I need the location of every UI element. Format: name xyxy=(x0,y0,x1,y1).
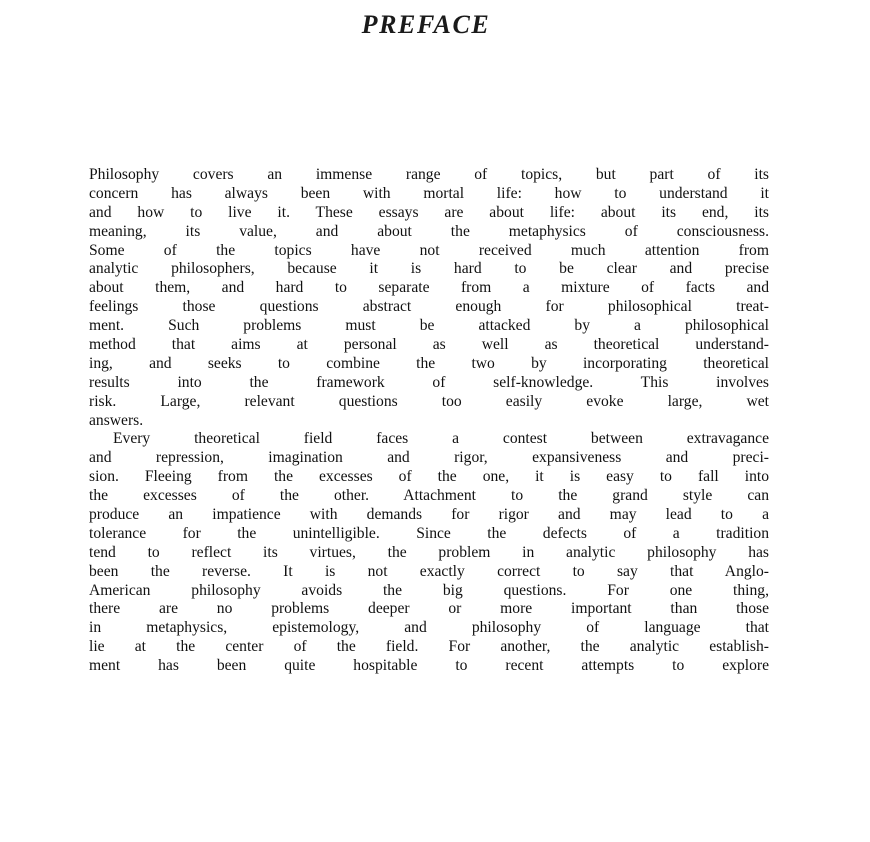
paragraph-1 xyxy=(89,166,769,430)
preface-body xyxy=(89,166,769,676)
text-line: and repression, imagination and rigor, expansiveness and preci- xyxy=(89,449,769,467)
text-line: risk. Large, relevant questions too easily evoke large, wet xyxy=(89,392,769,410)
text-line: Philosophy covers an immense range of topics, but part of its xyxy=(89,166,769,183)
text-line: ing, and seeks to combine the two by incorporating theoretical xyxy=(89,354,769,372)
text-line: method that aims at personal as well as theoretical understand- xyxy=(89,336,769,354)
text-line: been the reverse. It is not exactly correct to say that Anglo- xyxy=(89,562,769,580)
text-line: about them, and hard to separate from a mixture of facts and xyxy=(89,279,769,297)
text-line: concern has always been with mortal life: how to understand it xyxy=(89,184,769,202)
text-line: answers. xyxy=(89,411,144,429)
text-line: lie at the center of the field. For another, the analytic establish- xyxy=(89,638,769,656)
text-line: the excesses of the other. Attachment to the grand style can xyxy=(89,487,769,505)
text-line: results into the framework of self-knowledge. This involves xyxy=(89,373,769,391)
text-line: ment. Such problems must be attacked by a philosophical xyxy=(89,317,769,335)
text-line: produce an impatience with demands for rigor and may lead to a xyxy=(89,506,769,524)
text-line: tolerance for the unintelligible. Since the defects of a tradition xyxy=(89,524,769,542)
text-line: tend to reflect its virtues, the problem in analytic philosophy has xyxy=(89,543,769,561)
text-line: and how to live it. These essays are about life: about its end, its xyxy=(89,203,769,221)
text-line: Some of the topics have not received much attention from xyxy=(89,241,769,259)
text-line: American philosophy avoids the big questions. For one thing, xyxy=(89,581,769,599)
text-line: there are no problems deeper or more important than those xyxy=(89,600,769,618)
text-line: in metaphysics, epistemology, and philosophy of language that xyxy=(89,619,769,637)
text-line: feelings those questions abstract enough for philosophical treat- xyxy=(89,298,769,316)
text-line: sion. Fleeing from the excesses of the one, it is easy to fall into xyxy=(89,468,769,486)
paragraph-2 xyxy=(89,430,769,676)
text-line: Every theoretical field faces a contest between extravagance xyxy=(113,430,769,448)
text-line: analytic philosophers, because it is hard to be clear and precise xyxy=(89,260,769,278)
page-title: PREFACE xyxy=(361,10,491,39)
text-line: meaning, its value, and about the metaphysics of consciousness. xyxy=(89,222,769,240)
text-line: ment has been quite hospitable to recent attempts to explore xyxy=(89,657,769,675)
